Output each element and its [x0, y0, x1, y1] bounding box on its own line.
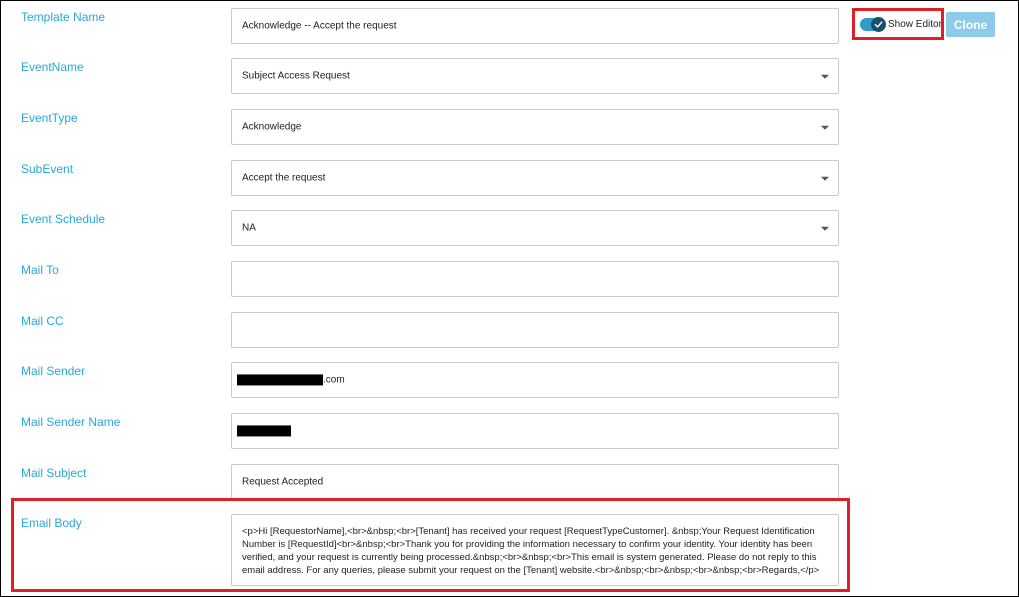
- event-type-label: EventType: [21, 111, 78, 125]
- mail-cc-label: Mail CC: [21, 314, 64, 328]
- mail-sender-input[interactable]: [231, 362, 839, 398]
- show-editor-highlight: [852, 8, 944, 40]
- sub-event-select[interactable]: [231, 160, 839, 196]
- event-name-label: EventName: [21, 60, 84, 74]
- chevron-down-icon: [821, 177, 829, 181]
- mail-sender-name-value: [237, 425, 291, 436]
- template-name-input[interactable]: [231, 8, 839, 44]
- clone-button[interactable]: Clone: [946, 12, 995, 37]
- email-body-highlight: [11, 498, 850, 592]
- chevron-down-icon: [821, 227, 829, 231]
- event-schedule-label: Event Schedule: [21, 212, 106, 226]
- show-editor-label: Show Editor: [888, 18, 942, 30]
- redacted-block: [237, 374, 323, 385]
- mail-sender-label: Mail Sender: [21, 364, 86, 378]
- sub-event-label: SubEvent: [21, 162, 74, 176]
- chevron-down-icon: [821, 126, 829, 130]
- event-type-select[interactable]: [231, 109, 839, 145]
- mail-sender-name-label: Mail Sender Name: [21, 415, 121, 429]
- event-schedule-value: NA: [242, 222, 256, 234]
- event-schedule-select[interactable]: [231, 210, 839, 246]
- mail-cc-input[interactable]: [231, 312, 839, 348]
- mail-to-input[interactable]: [231, 261, 839, 297]
- mail-sender-name-input[interactable]: [231, 413, 839, 449]
- email-body-value: <p>Hi [RequestorName],<br>&nbsp;<br>[Tenant] has received your request [RequestTypeCustomer]. &nbsp;Your Request Identification Number is [RequestId]<br>&nbsp;<br>Thank you for providing the information necessary to confirm your identity. Your identity has been verified, and your request is currently being processed.&nbsp;<br>&nbsp;<br>This email is system generated. Please do not reply to this email address. For any queries, please submit your request on the [Tenant] website.<br>&nbsp;<br>&nbsp;<br>&nbsp;<br>Regards,</p>: [242, 526, 820, 576]
- mail-sender-domain: .com: [323, 374, 345, 386]
- mail-to-label: Mail To: [21, 263, 59, 277]
- mail-sender-value: [237, 374, 345, 385]
- template-name-label: Template Name: [21, 10, 106, 24]
- event-name-value: Subject Access Request: [242, 70, 350, 82]
- template-name-value: Acknowledge -- Accept the request: [242, 20, 397, 32]
- event-name-select[interactable]: [231, 58, 839, 94]
- mail-subject-input[interactable]: [231, 464, 839, 500]
- redacted-block: [237, 425, 291, 436]
- mail-subject-label: Mail Subject: [21, 466, 87, 480]
- event-type-value: Acknowledge: [242, 121, 302, 133]
- sub-event-value: Accept the request: [242, 172, 326, 184]
- email-body-label: Email Body: [21, 516, 82, 530]
- mail-subject-value: Request Accepted: [242, 476, 324, 488]
- chevron-down-icon: [821, 75, 829, 79]
